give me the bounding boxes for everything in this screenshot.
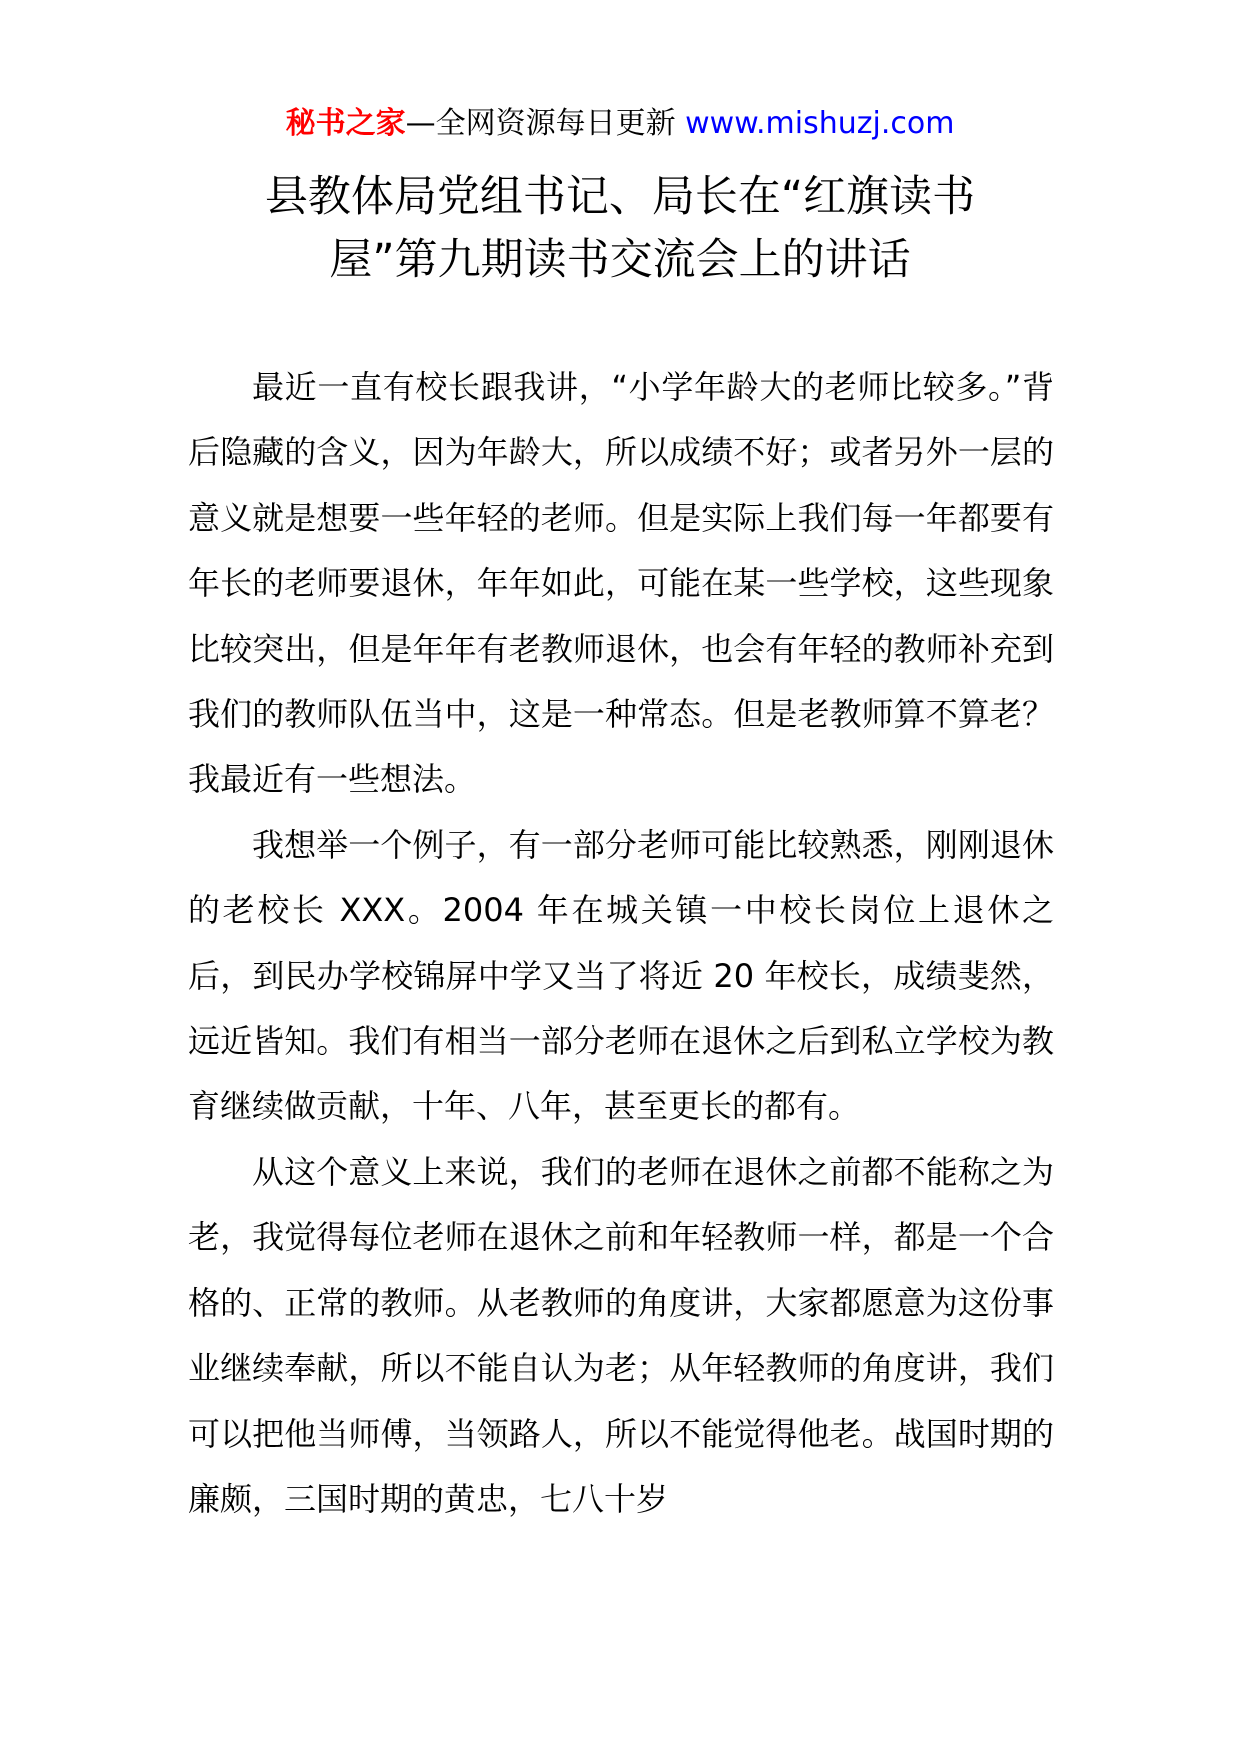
site-url-link[interactable]: www.mishuzj.com <box>685 106 955 141</box>
title-line-2: 屋”第九期读书交流会上的讲话 <box>329 235 911 285</box>
brand-name: 秘书之家 <box>285 106 406 141</box>
site-header <box>0 104 1240 144</box>
site-tagline: —全网资源每日更新 <box>405 106 676 141</box>
paragraph-3: 从这个意义上来说，我们的老师在退休之前都不能称之为老，我觉得每位老师在退休之前和年轻教师一样，都是一个合格的、正常的教师。从老教师的角度讲，大家都愿意为这份事业继续奉献，所以不能自认为老；从年轻教师的角度讲，我们可以把他当师傅，当领路人，所以不能觉得他老。战国时期的廉颇，三国时期的黄忠，七八十岁 <box>188 1152 1054 1518</box>
document-body <box>188 355 1054 1532</box>
paragraph-1: 最近一直有校长跟我讲，“小学年龄大的老师比较多。”背后隐藏的含义，因为年龄大，所以成绩不好；或者另外一层的意义就是想要一些年轻的老师。但是实际上我们每一年都要有年长的老师要退休，年年如此，可能在某一些学校，这些现象比较突出，但是年年有老教师退休，也会有年轻的教师补充到我们的教师队伍当中，这是一种常态。但是老教师算不算老？我最近有一些想法。 <box>188 368 1054 799</box>
title-line-1: 县教体局党组书记、局长在“红旗读书 <box>264 172 976 222</box>
paragraph-2: 我想举一个例子，有一部分老师可能比较熟悉，刚刚退休的老校长 XXX。2004 年在城关镇一中校长岗位上退休之后，到民办学校锦屏中学又当了将近 20 年校长，成绩斐然，远近皆知。我们有相当一部分老师在退休之后到私立学校为教育继续做贡献，十年、八年，甚至更长的都有。 <box>188 825 1054 1126</box>
document-title <box>150 166 1090 292</box>
